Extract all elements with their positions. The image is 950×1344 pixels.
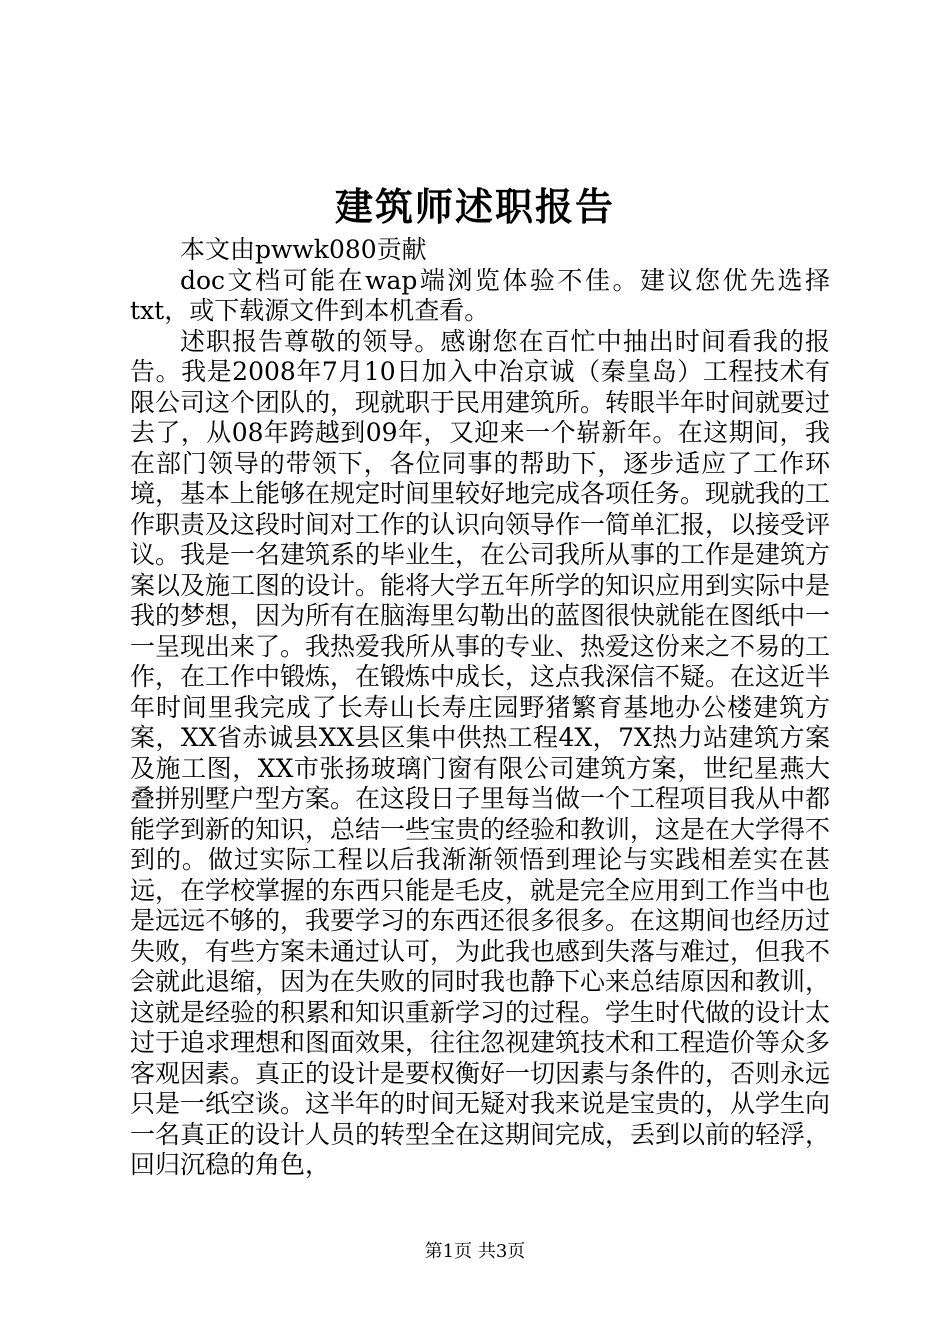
document-title: 建筑师述职报告 bbox=[334, 184, 615, 229]
page-number-footer: 第1页 共3页 bbox=[424, 1241, 526, 1262]
format-notice-paragraph: doc文档可能在wap端浏览体验不佳。建议您优先选择txt，或下载源文件到本机查看。 bbox=[130, 265, 830, 325]
document-body bbox=[130, 235, 830, 1181]
contributor-line: 本文由pwwk080贡献 bbox=[180, 235, 427, 264]
report-body-paragraph: 述职报告尊敬的领导。感谢您在百忙中抽出时间看我的报告。我是2008年7月10日加入中冶京诚（秦皇岛）工程技术有限公司这个团队的，现就职于民用建筑所。转眼半年时间就要过去了，从08年跨越到09年，又迎来一个崭新年。在这期间，我在部门领导的带领下，各位同事的帮助下，逐步适应了工作环境，基本上能够在规定时间里较好地完成各项任务。现就我的工作职责及这段时间对工作的认识向领导作一简单汇报，以接受评议。我是一名建筑系的毕业生，在公司我所从事的工作是建筑方案以及施工图的设计。能将大学五年所学的知识应用到实际中是我的梦想，因为所有在脑海里勾勒出的蓝图很快就能在图纸中一一呈现出来了。我热爱我所从事的专业、热爱这份来之不易的工作，在工作中锻炼，在锻炼中成长，这点我深信不疑。在这近半年时间里我完成了长寿山长寿庄园野猪繁育基地办公楼建筑方案，XX省赤诚县XX县区集中供热工程4X，7X热力站建筑方案及施工图，XX市张扬玻璃门窗有限公司建筑方案，世纪星燕大叠拼别墅户型方案。在这段日子里每当做一个工程项目我从中都能学到新的知识，总结一些宝贵的经验和教训，这是在大学得不到的。做过实际工程以后我渐渐领悟到理论与实践相差实在甚远，在学校掌握的东西只能是毛皮，就是完全应用到工作当中也是远远不够的，我要学习的东西还很多很多。在这期间也经历过失败，有些方案未通过认可，为此我也感到失落与难过，但我不会就此退缩，因为在失败的同时我也静下心来总结原因和教训，这就是经验的积累和知识重新学习的过程。学生时代做的设计太过于追求理想和图面效果，往往忽视建筑技术和工程造价等众多客观因素。真正的设计是要权衡好一切因素与条件的，否则永远只是一纸空谈。这半年的时间无疑对我来说是宝贵的，从学生向一名真正的设计人员的转型全在这期间完成，丢到以前的轻浮，回归沉稳的角色， bbox=[130, 326, 831, 1179]
